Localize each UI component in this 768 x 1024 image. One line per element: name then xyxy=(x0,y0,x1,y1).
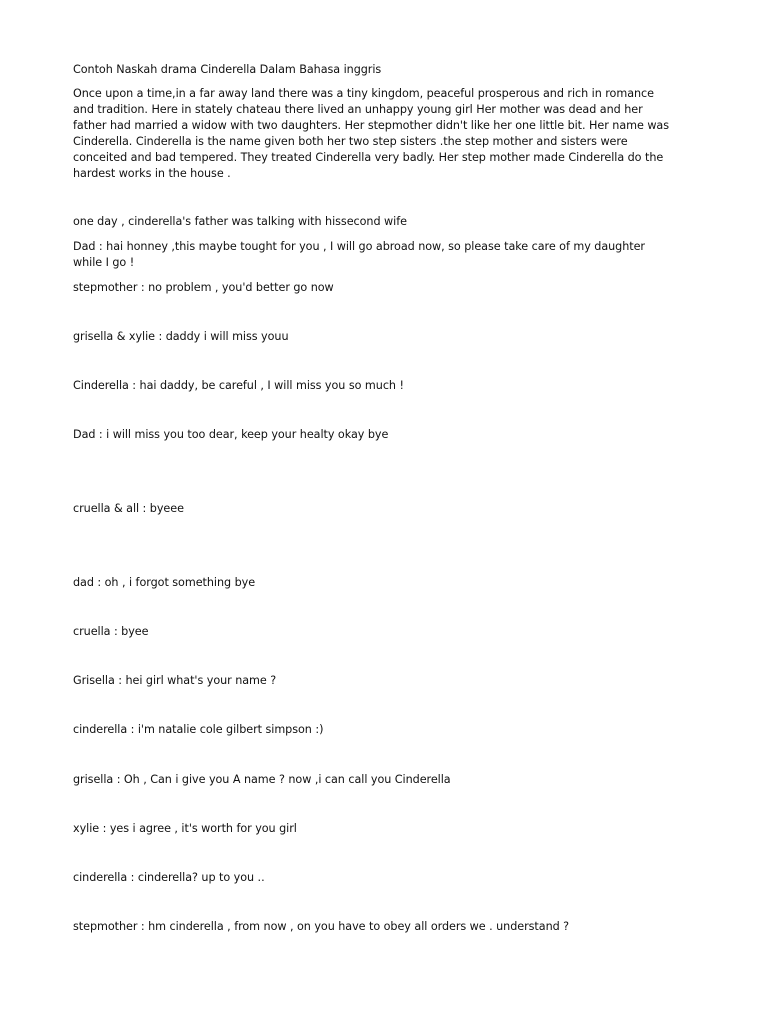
dialogue-line: cinderella : i'm natalie cole gilbert simpson :) xyxy=(73,723,324,736)
intro-line: and tradition. Here in stately chateau there lived an unhappy young girl Her mother was dead and her xyxy=(73,103,643,116)
intro-line: Cinderella. Cinderella is the name given both her two step sisters .the step mother and sisters were xyxy=(73,135,628,148)
dialogue-line: cruella : byee xyxy=(73,625,149,638)
dialogue-line: dad : oh , i forgot something bye xyxy=(73,576,256,589)
intro-line: father had married a widow with two daughters. Her stepmother didn't like her one little bit. Her name was xyxy=(73,119,670,132)
dialogue-line: stepmother : hm cinderella , from now , on you have to obey all orders we . understand ? xyxy=(73,920,570,933)
dialogue-line: cruella & all : byeee xyxy=(73,502,184,515)
intro-line: Once upon a time,in a far away land there was a tiny kingdom, peaceful prosperous and rich in romance xyxy=(73,87,654,100)
dialogue-line: grisella : Oh , Can i give you A name ? now ,i can call you Cinderella xyxy=(73,773,451,786)
intro-paragraph xyxy=(73,86,703,182)
scene-intro: one day , cinderella's father was talking with hissecond wife xyxy=(73,215,407,228)
intro-line: hardest works in the house . xyxy=(73,167,231,180)
dialogue-dad-1 xyxy=(73,239,703,271)
dialogue-line: cinderella : cinderella? up to you .. xyxy=(73,871,265,884)
document-title: Contoh Naskah drama Cinderella Dalam Bahasa inggris xyxy=(73,63,382,76)
dialogue-line: grisella & xylie : daddy i will miss youu xyxy=(73,330,289,343)
dialogue-line: while I go ! xyxy=(73,256,135,269)
dialogue-line: Cinderella : hai daddy, be careful , I will miss you so much ! xyxy=(73,379,404,392)
dialogue-line: xylie : yes i agree , it's worth for you girl xyxy=(73,822,297,835)
dialogue-line: stepmother : no problem , you'd better go now xyxy=(73,281,334,294)
dialogue-line: Grisella : hei girl what's your name ? xyxy=(73,674,277,687)
dialogue-line: Dad : i will miss you too dear, keep your healty okay bye xyxy=(73,428,389,441)
intro-line: conceited and bad tempered. They treated Cinderella very badly. Her step mother made Cinderella do the xyxy=(73,151,664,164)
dialogue-line: Dad : hai honney ,this maybe tought for you , I will go abroad now, so please take care of my daughter xyxy=(73,240,645,253)
